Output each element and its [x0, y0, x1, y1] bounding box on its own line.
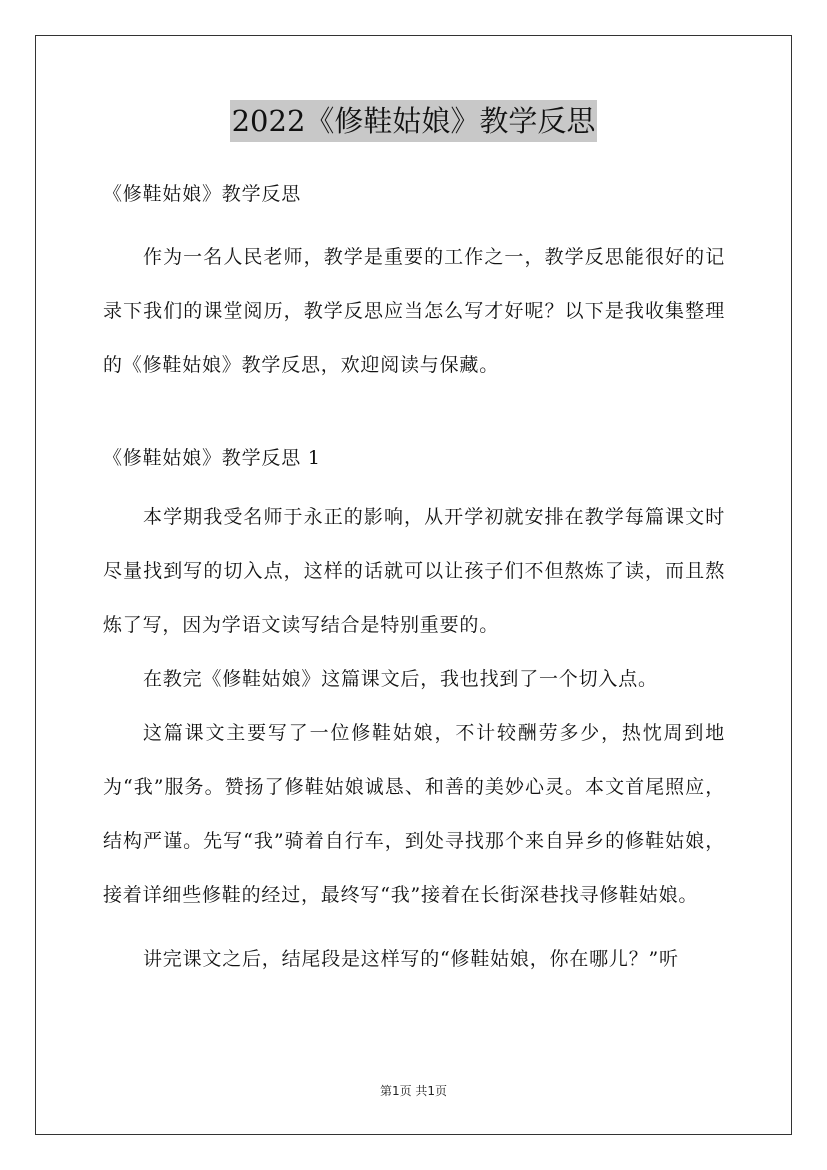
body-paragraph-3: 这篇课文主要写了一位修鞋姑娘，不计较酬劳多少，热忱周到地为“我”服务。赞扬了修鞋姑娘诚恳、和善的美妙心灵。本文首尾照应，结构严谨。先写“我”骑着自行车，到处寻找那个来自异乡的修鞋姑娘，接着详细些修鞋的经过，最终写“我”接着在长街深巷找寻修鞋姑娘。 — [103, 722, 725, 906]
section-heading: 《修鞋姑娘》教学反思 1 — [103, 447, 321, 469]
document-body — [103, 176, 725, 986]
intro-paragraph: 作为一名人民老师，教学是重要的工作之一，教学反思能很好的记录下我们的课堂阅历，教学反思应当怎么写才好呢？以下是我收集整理的《修鞋姑娘》教学反思，欢迎阅读与保藏。 — [103, 246, 725, 376]
body-paragraph-1: 本学期我受名师于永正的影响，从开学初就安排在教学每篇课文时尽量找到写的切入点，这样的话就可以让孩子们不但熬炼了读，而且熬炼了写，因为学语文读写结合是特别重要的。 — [103, 506, 725, 636]
document-title-wrap — [0, 100, 827, 142]
body-paragraph-4: 讲完课文之后，结尾段是这样写的“修鞋姑娘，你在哪儿？”听 — [143, 948, 679, 970]
body-paragraph-2: 在教完《修鞋姑娘》这篇课文后，我也找到了一个切入点。 — [143, 668, 658, 690]
page-footer: 第1页 共1页 — [379, 1084, 448, 1098]
document-title: 2022《修鞋姑娘》教学反思 — [230, 100, 598, 142]
subheading: 《修鞋姑娘》教学反思 — [103, 183, 302, 205]
